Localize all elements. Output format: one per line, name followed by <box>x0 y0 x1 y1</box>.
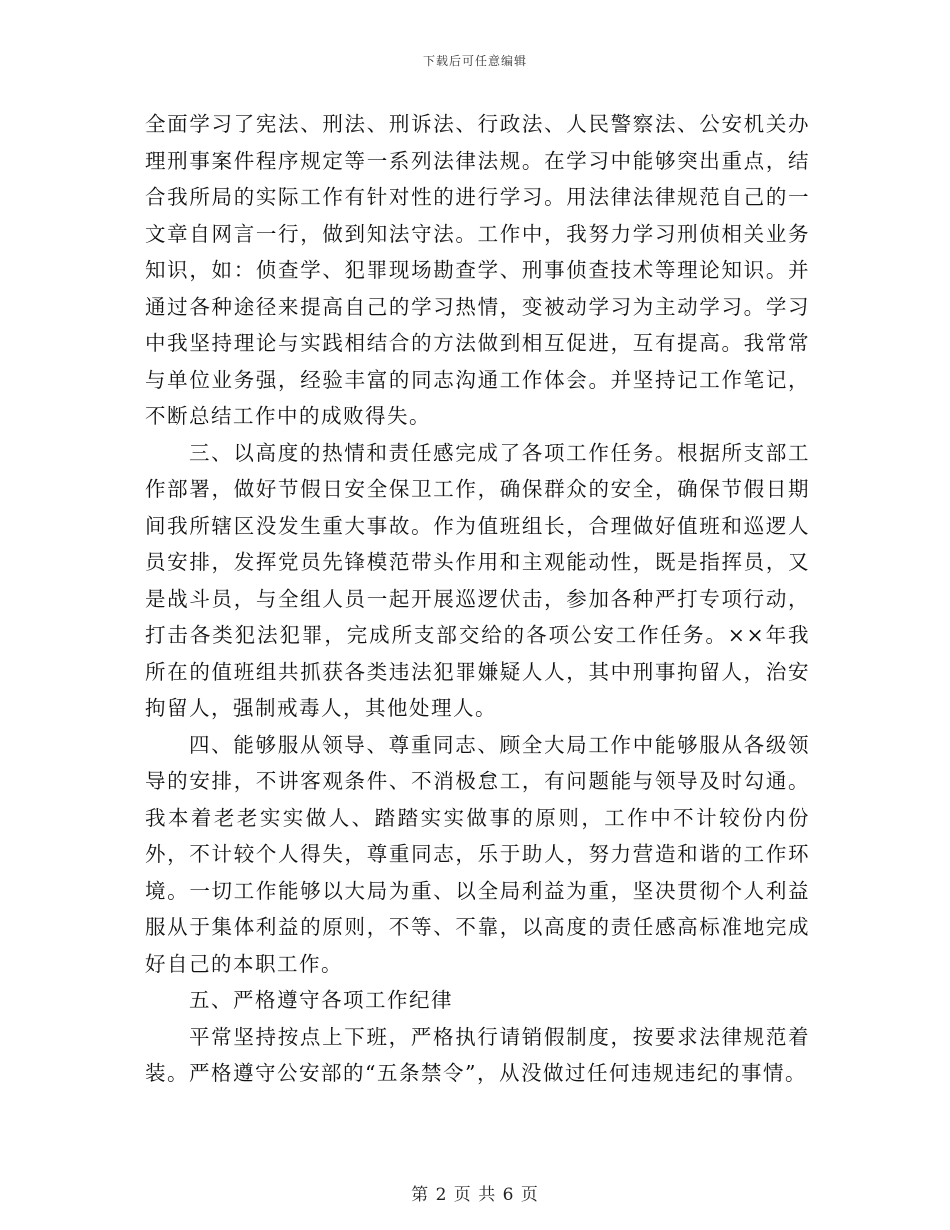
page-number: 第 2 页 共 6 页 <box>411 1185 539 1205</box>
paragraph-4: 平常坚持按点上下班，严格执行请销假制度，按要求法律规范着装。严格遵守公安部的“五条禁令”，从没做过任何违规违纪的事情。 <box>145 1024 810 1085</box>
paragraph-2: 三、以高度的热情和责任感完成了各项工作任务。根据所支部工作部署，做好节假日安全保卫工作，确保群众的安全，确保节假日期间我所辖区没发生重大事故。作为值班组长，合理做好值班和巡逻人员安排，发挥党员先锋模范带头作用和主观能动性，既是指挥员，又是战斗员，与全组人员一起开展巡逻伏击，参加各种严打专项行动，打击各类犯法犯罪，完成所支部交给的各项公安工作任务。××年我所在的值班组共抓获各类违法犯罪嫌疑人人，其中刑事拘留人，治安拘留人，强制戒毒人，其他处理人。 <box>145 440 810 720</box>
section-heading: 五、严格遵守各项工作纪律 <box>189 988 453 1012</box>
document-body <box>145 106 810 1092</box>
paragraph-3: 四、能够服从领导、尊重同志、顾全大局工作中能够服从各级领导的安排，不讲客观条件、不消极怠工，有问题能与领导及时勾通。我本着老老实实做人、踏踏实实做事的原则，工作中不计较份内份外，不计较个人得失，尊重同志，乐于助人，努力营造和谐的工作环境。一切工作能够以大局为重、以全局利益为重，坚决贯彻个人利益服从于集体利益的原则，不等、不靠，以高度的责任感高标准地完成好自己的本职工作。 <box>145 732 810 976</box>
paragraph-1: 全面学习了宪法、刑法、刑诉法、行政法、人民警察法、公安机关办理刑事案件程序规定等一系列法律法规。在学习中能够突出重点，结合我所局的实际工作有针对性的进行学习。用法律法律规范自己的一文章自网言一行，做到知法守法。工作中，我努力学习刑侦相关业务知识，如：侦查学、犯罪现场勘查学、刑事侦查技术等理论知识。并通过各种途径来提高自己的学习热情，变被动学习为主动学习。学习中我坚持理论与实践相结合的方法做到相互促进，互有提高。我常常与单位业务强，经验丰富的同志沟通工作体会。并坚持记工作笔记，不断总结工作中的成败得失。 <box>145 112 810 428</box>
page-header: 下载后可任意编辑 <box>422 54 527 68</box>
